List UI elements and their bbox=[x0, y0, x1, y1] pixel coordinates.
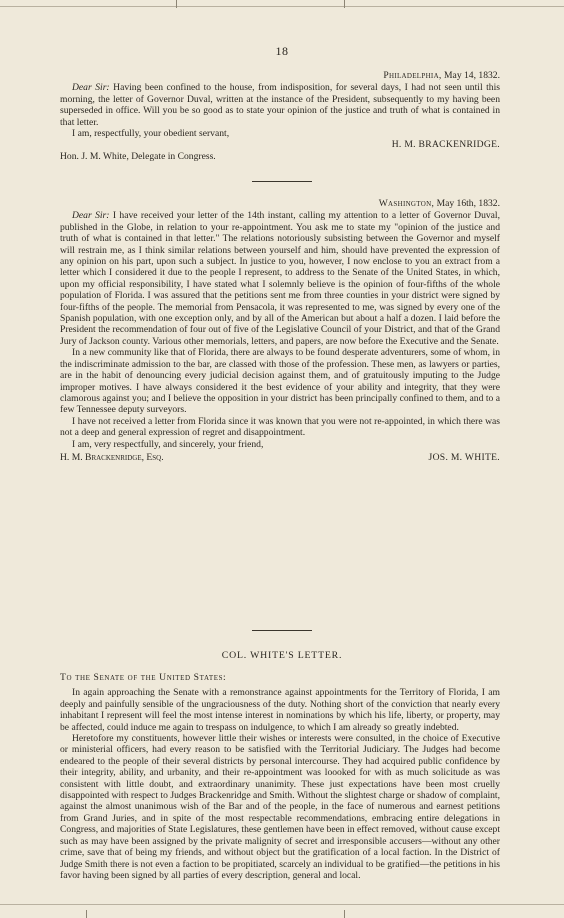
letter2-closing: I am, very respectfully, and sincerely, your friend, bbox=[72, 438, 264, 450]
page-top-edge bbox=[0, 6, 564, 7]
binding-mark bbox=[176, 0, 177, 8]
letter1-addressee: Hon. J. M. White, Delegate in Congress. bbox=[60, 150, 216, 162]
binding-mark bbox=[344, 910, 345, 918]
letter2-para2: In a new community like that of Florida, there are always to be found desperate adventurers, some of whom, in the indiscriminate admission to the bar, are classed with those of the profession. These men, as lawyers or parties, are in the habit of denouncing every judicial decision against them, and of gratuitously imputing to the Judge improper motives. I have always considered it the best evidence of your ability and integrity, that they were clamorous against you; and I believe the opposition in your district has been principally confined to them, and to a few Tennessee deputy surveyors. bbox=[60, 347, 500, 416]
page-bottom-edge bbox=[0, 904, 564, 905]
letter2-salutation: Dear Sir: bbox=[72, 210, 110, 222]
letter1-signature: H. M. BRACKENRIDGE. bbox=[391, 139, 500, 151]
letter-to-senate bbox=[60, 672, 500, 881]
letter2-para3: I have not received a letter from Florida since it was known that you were not re-appointed, in which there was not a deep and general expression of regret and disappointment. bbox=[60, 415, 500, 439]
letter2-addressee: H. M. Brackenridge, Esq. bbox=[60, 451, 164, 463]
letter1-date: May 14, 1832. bbox=[444, 70, 500, 81]
separator-rule bbox=[252, 630, 312, 631]
separator-rule bbox=[252, 181, 312, 182]
section-heading: COL. WHITE'S LETTER. bbox=[221, 650, 343, 661]
letter1-body: Having been confined to the house, from indisposition, for several days, I had not seen until this morning, the letter of Governor Duval, written at the instance of the President, subsequently to my having been superseded in office. Will you be so good as to state your opinion of the justice and truth of what is contained in that letter. bbox=[60, 82, 500, 128]
binding-mark bbox=[344, 0, 345, 8]
letter1-salutation: Dear Sir: bbox=[72, 82, 110, 94]
letter-brackenridge bbox=[60, 70, 500, 162]
binding-mark bbox=[86, 910, 87, 918]
letter2-date: May 16th, 1832. bbox=[436, 198, 500, 209]
page-number: 18 bbox=[275, 44, 289, 58]
letter-white bbox=[60, 198, 500, 463]
letter2-place: Washington, bbox=[378, 198, 435, 209]
letter1-dateline bbox=[60, 70, 500, 81]
letter3-para2: Heretofore my constituents, however little their wishes or interests were consulted, in the choice of Executive or ministerial officers, had every reason to be satisfied with the Territorial Judiciary. The Judges had become endeared to the people of their several districts by personal intercourse. They had acquired public confidence by their integrity, ability, and urbanity, and their re-appointment was loooked for with as much solicitude as was consistent with little doubt, and extraordinary unanimity. These just expectations have been most cruelly disappointed with respect to Judges Brackenridge and Smith. Without the slightest charge or shadow of complaint, against the almost unanimous wish of the Bar and of the people, in the face of numerous and earnest petitions from Grand Juries, and in spite of the most respectable recommendations, embracing entire delegations in Congress, and majorities of State Legislatures, these gentlemen have been in effect removed, without cause except such as may have been assigned by the private malignity of secret and irresponsible accusers—without any other crime, save that of being my friends, and without object but the gratification of a local faction. In the District of Judge Smith there is not even a faction to be propitiated, scarcely an individual to be gratified—the petitions in his favor having been signed by all parties of every description, general and local. bbox=[60, 733, 500, 881]
letter2-para1: I have received your letter of the 14th instant, calling my attention to a letter of Governor Duval, published in the Globe, in relation to your re-appointment. You ask me to state my "opinion of the justice and truth of what is contained in that letter." The relations notoriously subsisting between the Governor and myself will restrain me, as I think similar relations between yourself and him, should have prevented the expression of any opinion on his part, upon such a subject. In justice to you, however, I now enclose to you an extract from a letter which I considered it due to the people I represent, to address to the Senate of the United States, in which, upon my official responsibility, I have stated what I solemnly believe is the opinion of four-fifths of the whole population of Florida. I was assured that the petitions sent me from three counties in your district were signed by four-fifths of the people. The memorial from Pensacola, it was represented to me, was signed by every one of the Spanish population, with one exception only, and by all of the American but about a half a dozen. I laid before the President the recommendation of four out of five of the Legislative Council of your District, and that of the Grand Jury of Jackson county. Various other memorials, letters, and papers, are now before the Executive and the Senate. bbox=[60, 210, 500, 347]
letter1-closing: I am, respectfully, your obedient servant, bbox=[72, 128, 230, 140]
letter3-to-line: To the Senate of the United States: bbox=[60, 672, 227, 683]
letter1-place: Philadelphia, bbox=[383, 70, 442, 81]
letter3-para1: In again approaching the Senate with a remonstrance against appointments for the Territory of Florida, I am deeply and painfully sensible of the ungraciousness of the duty. Nothing short of the conviction that nearly every inhabitant I represent will feel the most intense interest in nominations by which his life, liberty, or property, may be affected, could induce me again to trespass on indulgence, to which I am already so greatly indebted. bbox=[60, 687, 500, 733]
letter2-dateline bbox=[60, 198, 500, 209]
letter2-signature: JOS. M. WHITE. bbox=[428, 451, 500, 463]
